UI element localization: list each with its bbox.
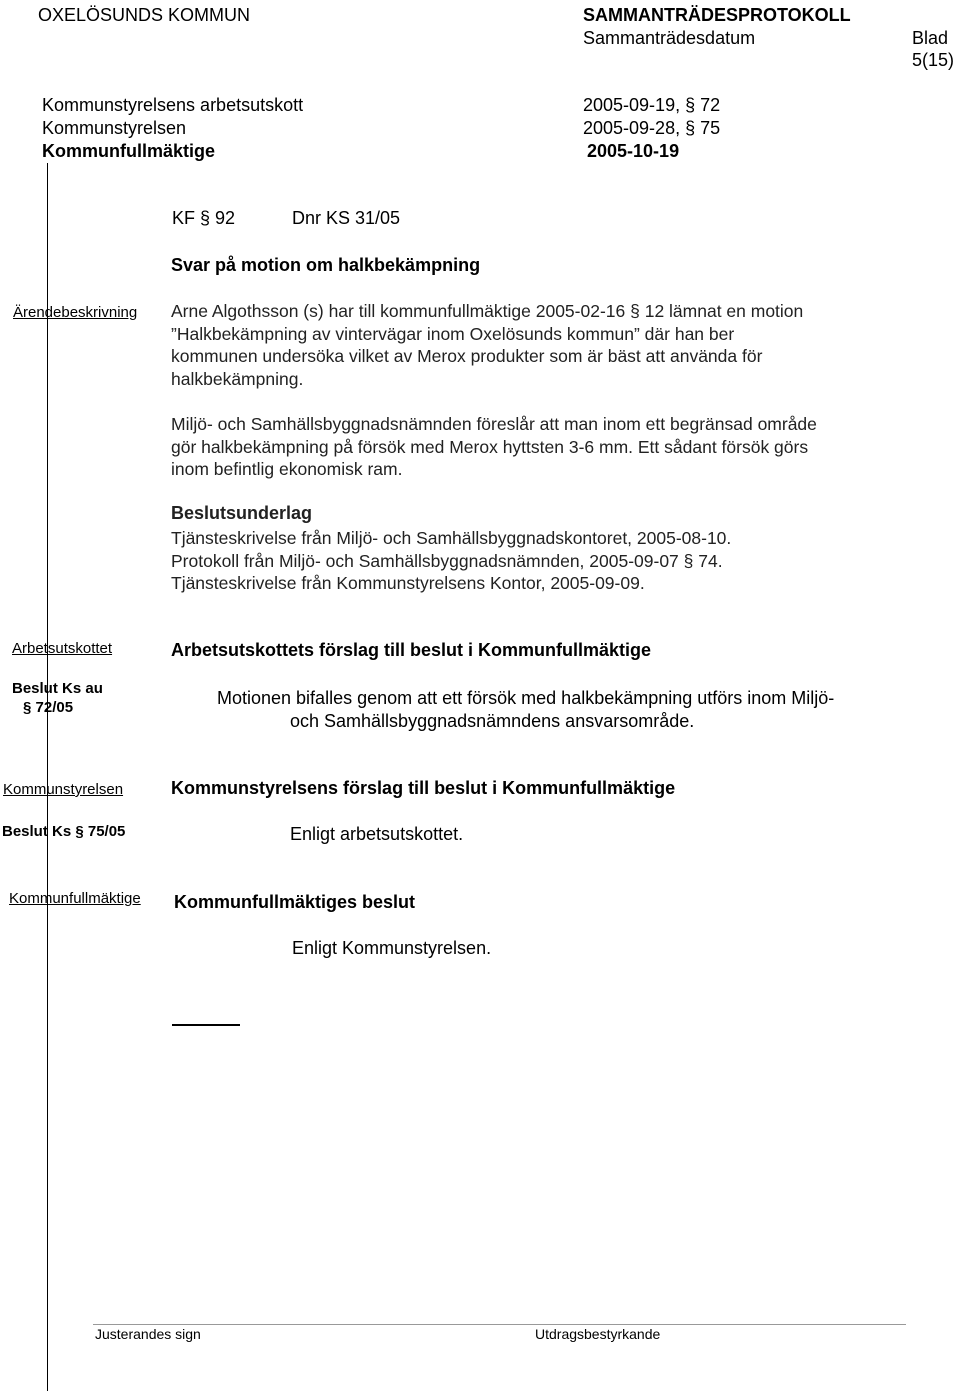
beslutsunderlag-heading: Beslutsunderlag [171,503,313,523]
ks-proposal-text: Enligt arbetsutskottet. [290,824,464,844]
dnr: Dnr KS 31/05 [292,208,401,228]
page-label: Blad [912,28,949,48]
footer-line [93,1324,906,1325]
meeting-ref: 2005-10-19 [587,141,680,161]
text-line: inom befintlig ekonomisk ram. [171,459,403,479]
au-heading: Arbetsutskottets förslag till beslut i Kommunfullmäktige [171,640,652,660]
ks-heading: Kommunstyrelsens förslag till beslut i Kommunfullmäktige [171,778,676,798]
margin-line [47,163,48,1391]
meeting-body: Kommunfullmäktige [42,141,216,161]
arbetsutskottet-label: Arbetsutskottet [12,640,113,657]
justerandes-sign: Justerandes sign [95,1326,201,1342]
kommunfullmaktige-label: Kommunfullmäktige [9,890,141,907]
document-type: SAMMANTRÄDESPROTOKOLL [583,5,851,25]
description-paragraph [171,300,803,390]
kf-heading: Kommunfullmäktiges beslut [174,892,416,912]
text-line: kommunen undersöka vilket av Merox produkter som är bäst att använda för [171,346,763,366]
arendebeskrivning-label: Ärendebeskrivning [13,304,138,321]
text-line: halkbekämpning. [171,368,304,389]
ks-beslut-label: Beslut Ks § 75/05 [2,823,126,840]
kf-paragraph: KF § 92 [172,208,236,228]
text-line: och Samhällsbyggnadsnämndens ansvarsområde. [290,711,695,731]
kommunstyrelsen-label: Kommunstyrelsen [3,781,124,798]
text-line: Miljö- och Samhällsbyggnadsnämnden föreslår att man inom ett begränsad område [171,414,817,434]
meeting-ref: 2005-09-28, § 75 [583,118,721,138]
text-line: Motionen bifalles genom att ett försök med halkbekämpning utförs inom Miljö- [217,688,835,708]
utdragsbestyrkande: Utdragsbestyrkande [535,1326,661,1342]
text-line: Protokoll från Miljö- och Samhällsbyggnadsnämnden, 2005-09-07 § 74. [171,550,723,571]
meeting-body: Kommunstyrelsens arbetsutskott [42,95,304,115]
meeting-body: Kommunstyrelsen [42,118,187,138]
text-line: Tjänsteskrivelse från Kommunstyrelsens Kontor, 2005-09-09. [171,573,645,593]
au-beslut-label: Beslut Ks au [12,680,103,697]
page-number: 5(15) [912,50,955,70]
case-title: Svar på motion om halkbekämpning [171,255,481,275]
text-line: Tjänsteskrivelse från Miljö- och Samhällsbyggnadskontoret, 2005-08-10. [171,528,732,548]
au-proposal-text [217,687,834,733]
proposal-paragraph [171,413,817,481]
text-line: ”Halkbekämpning av vintervägar inom Oxelösunds kommun” där han ber [171,323,735,344]
beslutsunderlag-list [171,527,731,595]
text-line: Arne Algothsson (s) har till kommunfullmäktige 2005-02-16 § 12 lämnat en motion [171,301,804,321]
kf-decision-text: Enligt Kommunstyrelsen. [292,938,492,958]
meeting-ref: 2005-09-19, § 72 [583,95,721,115]
text-line: gör halkbekämpning på försök med Merox hyttsten 3-6 mm. Ett sådant försök görs [171,436,809,457]
end-rule [172,1024,240,1026]
date-label: Sammanträdesdatum [583,28,756,48]
municipality-name: OXELÖSUNDS KOMMUN [38,5,251,25]
au-beslut-number: § 72/05 [23,699,74,716]
